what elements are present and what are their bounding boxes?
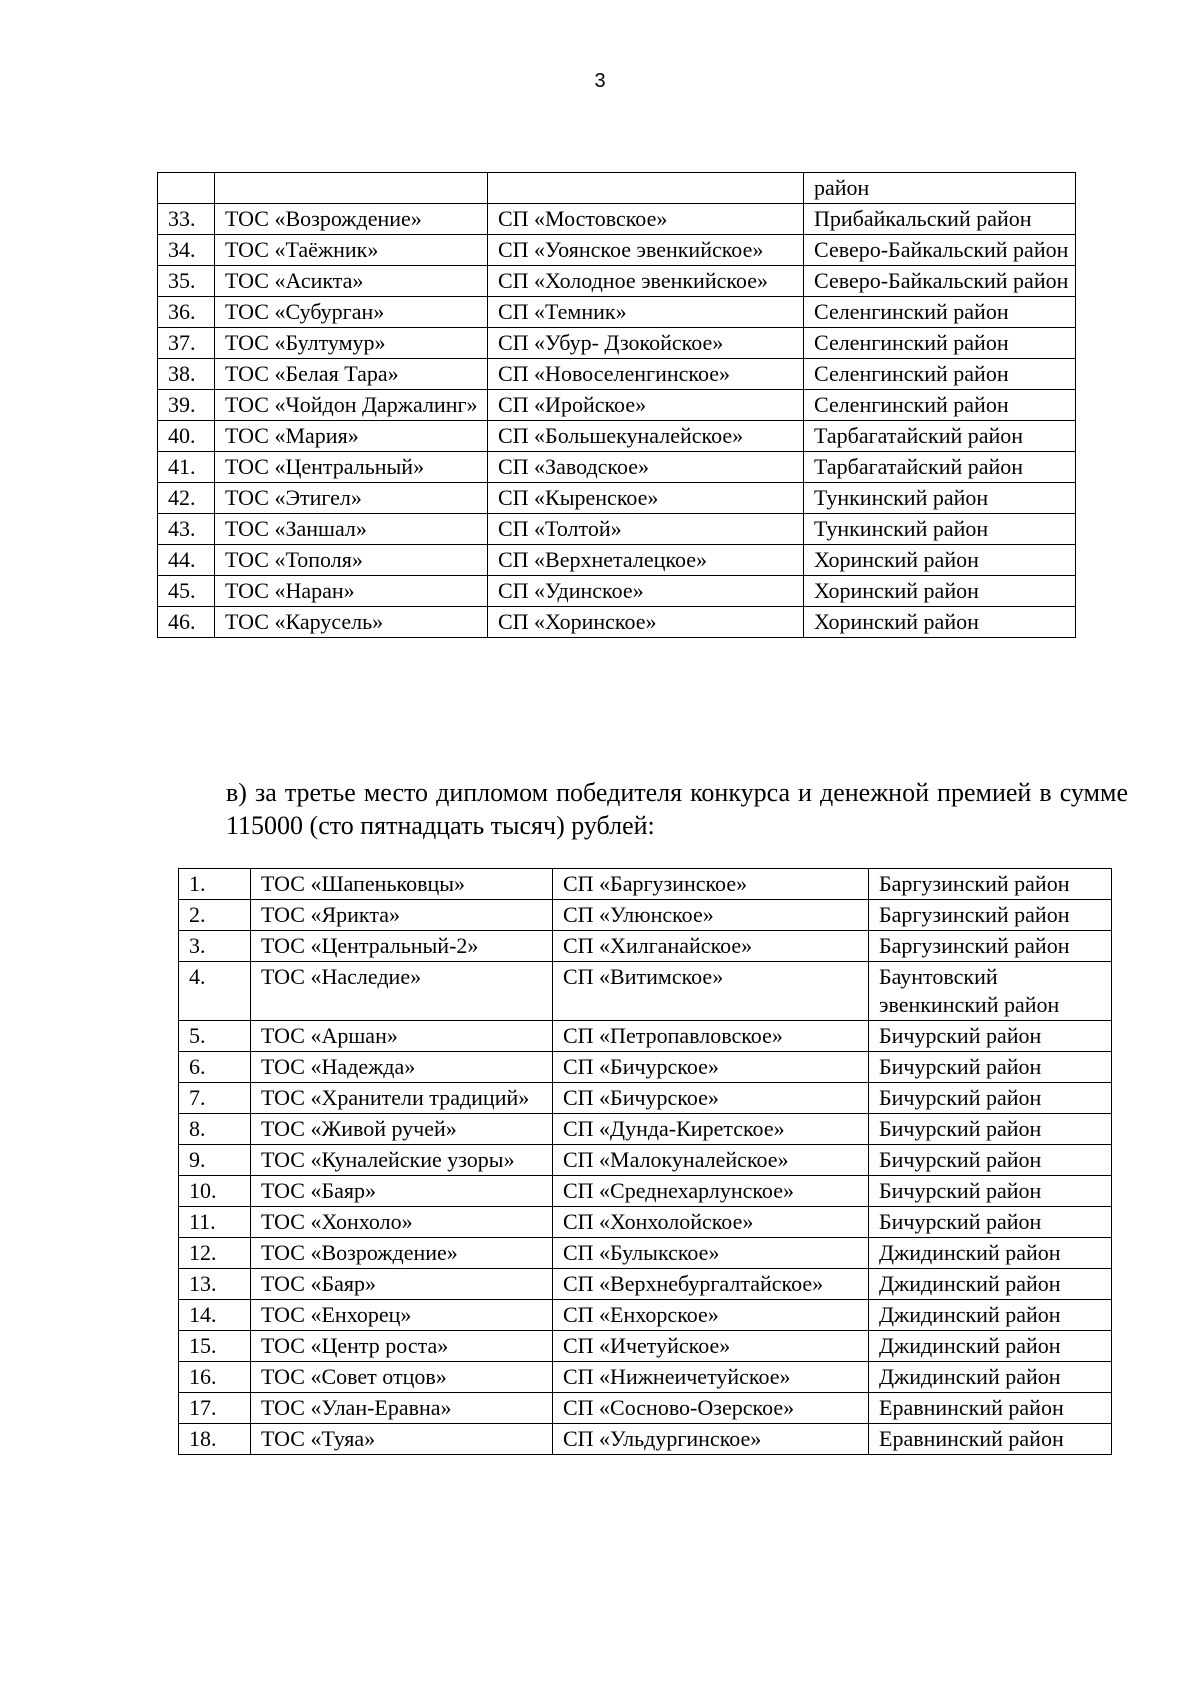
table-row bbox=[179, 1145, 1112, 1176]
table-row bbox=[158, 235, 1076, 266]
row-number: 1. bbox=[179, 869, 251, 900]
district-name: Хоринский район bbox=[804, 576, 1076, 607]
district-name: Джидинский район bbox=[869, 1269, 1112, 1300]
row-number: 43. bbox=[158, 514, 215, 545]
table-row bbox=[179, 962, 1112, 1021]
row-number: 10. bbox=[179, 1176, 251, 1207]
tos-name: ТОС «Наследие» bbox=[251, 962, 553, 1021]
tos-name: ТОС «Чойдон Даржалинг» bbox=[215, 390, 488, 421]
table-row bbox=[158, 328, 1076, 359]
district-name: Тункинский район bbox=[804, 514, 1076, 545]
district-name: Селенгинский район bbox=[804, 359, 1076, 390]
row-number: 40. bbox=[158, 421, 215, 452]
settlement-name: СП «Сосново-Озерское» bbox=[553, 1393, 869, 1424]
table-row bbox=[158, 297, 1076, 328]
district-name: Джидинский район bbox=[869, 1362, 1112, 1393]
settlement-name: СП «Заводское» bbox=[488, 452, 804, 483]
tos-name: ТОС «Центральный-2» bbox=[251, 931, 553, 962]
row-number: 39. bbox=[158, 390, 215, 421]
table-row bbox=[158, 514, 1076, 545]
settlement-name: СП «Верхнебургалтайское» bbox=[553, 1269, 869, 1300]
district-name: Бичурский район bbox=[869, 1021, 1112, 1052]
tos-name: ТОС «Ярикта» bbox=[251, 900, 553, 931]
row-number: 8. bbox=[179, 1114, 251, 1145]
tos-name: ТОС «Бултумур» bbox=[215, 328, 488, 359]
settlement-name: СП «Мостовское» bbox=[488, 204, 804, 235]
tos-name: ТОС «Туяа» bbox=[251, 1424, 553, 1455]
district-name: Северо-Байкальский район bbox=[804, 266, 1076, 297]
row-number: 17. bbox=[179, 1393, 251, 1424]
row-number: 46. bbox=[158, 607, 215, 638]
settlement-name: СП «Петропавловское» bbox=[553, 1021, 869, 1052]
settlement-name: СП «Нижнеичетуйское» bbox=[553, 1362, 869, 1393]
row-number: 12. bbox=[179, 1238, 251, 1269]
table-row bbox=[179, 1021, 1112, 1052]
settlement-name: СП «Булыкское» bbox=[553, 1238, 869, 1269]
tos-name: ТОС «Центральный» bbox=[215, 452, 488, 483]
table-row bbox=[179, 1114, 1112, 1145]
district-name: Бичурский район bbox=[869, 1176, 1112, 1207]
table-row bbox=[158, 607, 1076, 638]
table-row bbox=[179, 1207, 1112, 1238]
settlement-name: СП «Малокуналейское» bbox=[553, 1145, 869, 1176]
row-number: 38. bbox=[158, 359, 215, 390]
tos-name: ТОС «Совет отцов» bbox=[251, 1362, 553, 1393]
table-row bbox=[179, 1362, 1112, 1393]
settlement-name: СП «Новоселенгинское» bbox=[488, 359, 804, 390]
district-name: Джидинский район bbox=[869, 1238, 1112, 1269]
settlement-name: СП «Верхнеталецкое» bbox=[488, 545, 804, 576]
settlement-name: СП «Хилганайское» bbox=[553, 931, 869, 962]
table-row bbox=[179, 1083, 1112, 1114]
settlement-name: СП «Большекуналейское» bbox=[488, 421, 804, 452]
settlement-name: СП «Удинское» bbox=[488, 576, 804, 607]
district-name: Северо-Байкальский район bbox=[804, 235, 1076, 266]
table-row bbox=[158, 266, 1076, 297]
district-name: Прибайкальский район bbox=[804, 204, 1076, 235]
settlement-name: СП «Енхорское» bbox=[553, 1300, 869, 1331]
tos-name: ТОС «Возрождение» bbox=[215, 204, 488, 235]
table-row bbox=[179, 931, 1112, 962]
row-number: 6. bbox=[179, 1052, 251, 1083]
settlement-name: СП «Хонхолойское» bbox=[553, 1207, 869, 1238]
tos-name: ТОС «Наран» bbox=[215, 576, 488, 607]
settlement-name: СП «Бичурское» bbox=[553, 1052, 869, 1083]
settlement-name: СП «Дунда-Киретское» bbox=[553, 1114, 869, 1145]
row-number: 7. bbox=[179, 1083, 251, 1114]
tos-name: ТОС «Таёжник» bbox=[215, 235, 488, 266]
settlement-name: СП «Кыренское» bbox=[488, 483, 804, 514]
table-row bbox=[158, 483, 1076, 514]
row-number: 18. bbox=[179, 1424, 251, 1455]
settlement-name: СП «Среднехарлунское» bbox=[553, 1176, 869, 1207]
district-name: Бичурский район bbox=[869, 1052, 1112, 1083]
district-name: Хоринский район bbox=[804, 607, 1076, 638]
district-name: Еравнинский район bbox=[869, 1424, 1112, 1455]
row-number: 9. bbox=[179, 1145, 251, 1176]
district-name: Джидинский район bbox=[869, 1331, 1112, 1362]
row-number: 34. bbox=[158, 235, 215, 266]
row-number: 16. bbox=[179, 1362, 251, 1393]
table-row bbox=[158, 576, 1076, 607]
settlement-name: СП «Хоринское» bbox=[488, 607, 804, 638]
district-name: Тарбагатайский район bbox=[804, 452, 1076, 483]
table-row bbox=[158, 390, 1076, 421]
table-row bbox=[179, 1424, 1112, 1455]
district-name: Бичурский район bbox=[869, 1083, 1112, 1114]
tos-name: ТОС «Центр роста» bbox=[251, 1331, 553, 1362]
tos-name: ТОС «Тополя» bbox=[215, 545, 488, 576]
table-row bbox=[179, 1238, 1112, 1269]
row-number: 36. bbox=[158, 297, 215, 328]
row-number: 44. bbox=[158, 545, 215, 576]
tos-name: ТОС «Хонхоло» bbox=[251, 1207, 553, 1238]
settlement-name bbox=[488, 173, 804, 204]
row-number: 41. bbox=[158, 452, 215, 483]
tos-name: ТОС «Улан-Еравна» bbox=[251, 1393, 553, 1424]
district-name: Баунтовский эвенкинский район bbox=[869, 962, 1112, 1021]
page-number: 3 bbox=[594, 70, 606, 92]
tos-name: ТОС «Возрождение» bbox=[251, 1238, 553, 1269]
tos-name: ТОС «Живой ручей» bbox=[251, 1114, 553, 1145]
district-name: Хоринский район bbox=[804, 545, 1076, 576]
district-name: Тарбагатайский район bbox=[804, 421, 1076, 452]
district-name: Бичурский район bbox=[869, 1145, 1112, 1176]
table-row bbox=[158, 359, 1076, 390]
settlement-name: СП «Уоянское эвенкийское» bbox=[488, 235, 804, 266]
settlement-name: СП «Толтой» bbox=[488, 514, 804, 545]
district-name: Селенгинский район bbox=[804, 297, 1076, 328]
row-number: 2. bbox=[179, 900, 251, 931]
table-row bbox=[179, 869, 1112, 900]
table-row bbox=[179, 1300, 1112, 1331]
tos-name: ТОС «Белая Тара» bbox=[215, 359, 488, 390]
tos-name: ТОС «Хранители традиций» bbox=[251, 1083, 553, 1114]
row-number: 15. bbox=[179, 1331, 251, 1362]
row-number bbox=[158, 173, 215, 204]
district-name: Селенгинский район bbox=[804, 328, 1076, 359]
settlement-name: СП «Улюнское» bbox=[553, 900, 869, 931]
table-row bbox=[179, 1393, 1112, 1424]
row-number: 42. bbox=[158, 483, 215, 514]
table-row bbox=[158, 204, 1076, 235]
table-row bbox=[158, 545, 1076, 576]
tos-name: ТОС «Мария» bbox=[215, 421, 488, 452]
tos-name: ТОС «Карусель» bbox=[215, 607, 488, 638]
tos-name: ТОС «Субурган» bbox=[215, 297, 488, 328]
tos-name: ТОС «Заншал» bbox=[215, 514, 488, 545]
district-name: Бичурский район bbox=[869, 1207, 1112, 1238]
row-number: 5. bbox=[179, 1021, 251, 1052]
table-row bbox=[158, 452, 1076, 483]
settlement-name: СП «Холодное эвенкийское» bbox=[488, 266, 804, 297]
district-name: Еравнинский район bbox=[869, 1393, 1112, 1424]
settlement-name: СП «Темник» bbox=[488, 297, 804, 328]
table-row bbox=[179, 1269, 1112, 1300]
row-number: 3. bbox=[179, 931, 251, 962]
third-place-table bbox=[178, 868, 1112, 1455]
table-row bbox=[158, 421, 1076, 452]
row-number: 13. bbox=[179, 1269, 251, 1300]
tos-name: ТОС «Аршан» bbox=[251, 1021, 553, 1052]
district-name: Джидинский район bbox=[869, 1300, 1112, 1331]
settlement-name: СП «Убур- Дзокойское» bbox=[488, 328, 804, 359]
tos-name: ТОС «Баяр» bbox=[251, 1176, 553, 1207]
table-row bbox=[179, 900, 1112, 931]
row-number: 14. bbox=[179, 1300, 251, 1331]
awards-table-continued bbox=[157, 172, 1076, 638]
settlement-name: СП «Баргузинское» bbox=[553, 869, 869, 900]
tos-name: ТОС «Надежда» bbox=[251, 1052, 553, 1083]
settlement-name: СП «Иройское» bbox=[488, 390, 804, 421]
tos-name: ТОС «Баяр» bbox=[251, 1269, 553, 1300]
table-row bbox=[179, 1176, 1112, 1207]
table-row bbox=[179, 1052, 1112, 1083]
district-name: Баргузинский район bbox=[869, 869, 1112, 900]
table-row bbox=[179, 1331, 1112, 1362]
row-number: 37. bbox=[158, 328, 215, 359]
tos-name: ТОС «Куналейские узоры» bbox=[251, 1145, 553, 1176]
third-place-paragraph: в) за третье место дипломом победителя конкурса и денежной премией в сумме 115000 (сто пятнадцать тысяч) рублей: bbox=[226, 778, 1128, 840]
district-name: Баргузинский район bbox=[869, 900, 1112, 931]
district-name: Селенгинский район bbox=[804, 390, 1076, 421]
tos-name: ТОС «Асикта» bbox=[215, 266, 488, 297]
tos-name: ТОС «Этигел» bbox=[215, 483, 488, 514]
settlement-name: СП «Бичурское» bbox=[553, 1083, 869, 1114]
district-name: Баргузинский район bbox=[869, 931, 1112, 962]
row-number: 11. bbox=[179, 1207, 251, 1238]
tos-name bbox=[215, 173, 488, 204]
table-row bbox=[158, 173, 1076, 204]
district-name: Бичурский район bbox=[869, 1114, 1112, 1145]
settlement-name: СП «Витимское» bbox=[553, 962, 869, 1021]
tos-name: ТОС «Шапеньковцы» bbox=[251, 869, 553, 900]
row-number: 4. bbox=[179, 962, 251, 1021]
tos-name: ТОС «Енхорец» bbox=[251, 1300, 553, 1331]
row-number: 33. bbox=[158, 204, 215, 235]
row-number: 45. bbox=[158, 576, 215, 607]
row-number: 35. bbox=[158, 266, 215, 297]
settlement-name: СП «Ульдургинское» bbox=[553, 1424, 869, 1455]
settlement-name: СП «Ичетуйское» bbox=[553, 1331, 869, 1362]
district-name: район bbox=[804, 173, 1076, 204]
district-name: Тункинский район bbox=[804, 483, 1076, 514]
